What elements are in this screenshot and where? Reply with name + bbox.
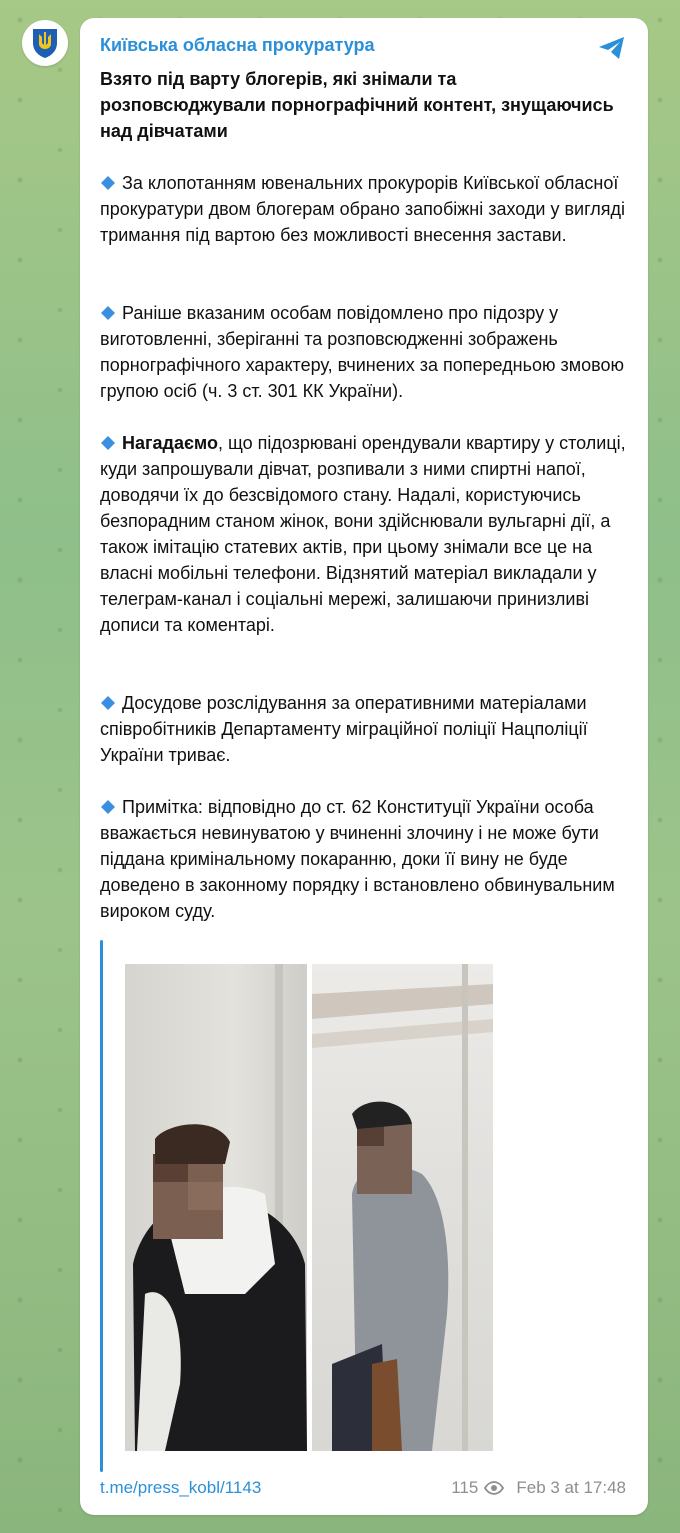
link-preview-bar: [100, 940, 103, 1472]
blue-diamond-icon: [100, 305, 116, 321]
bold-reminder: Нагадаємо: [122, 433, 218, 453]
photo-standing-suspect[interactable]: [312, 964, 493, 1451]
blue-diamond-icon: [100, 695, 116, 711]
paragraph-2: Раніше вказаним особам повідомлено про підозру у виготовленні, зберіганні та розповсюдженні зображень порнографічного характеру, вчинених за попередньою змовою групою осіб (ч. 3 ст. 301 КК України).: [100, 303, 624, 401]
eye-icon: [484, 1481, 504, 1495]
blue-diamond-icon: [100, 175, 116, 191]
blue-diamond-icon: [100, 435, 116, 451]
post-link[interactable]: t.me/press_kobl/1143: [100, 1478, 262, 1497]
photo-seated-suspect[interactable]: [125, 964, 307, 1451]
paragraph-1: За клопотанням ювенальних прокурорів Київської обласної прокуратури двом блогерам обрано запобіжні заходи у вигляді тримання під вартою без можливості внесення застави.: [100, 173, 626, 245]
paragraph-5: Примітка: відповідно до ст. 62 Конституції України особа вважається невинуватою у вчиненні злочину і не може бути піддана кримінальному покаранню, доки її вину не буде доведено в законному порядку і встановлено обвинувальним вироком суду.: [100, 797, 615, 921]
channel-name[interactable]: Київська обласна прокуратура: [100, 35, 375, 55]
paragraph-4: Досудове розслідування за оперативними матеріалами співробітників Департаменту міграційної поліції Нацполіції України триває.: [100, 693, 588, 765]
post-date: Feb 3 at 17:48: [516, 1478, 626, 1497]
blue-diamond-icon: [100, 799, 116, 815]
coat-of-arms-icon: [28, 26, 62, 60]
post-title: Взято під варту блогерів, які знімали та розповсюджували порнографічний контент, знущаючись над дівчатами: [100, 69, 614, 141]
paragraph-3: Нагадаємо, що підозрювані орендували квартиру у столиці, куди запрошували дівчат, розпивали з ними спиртні напої, доводячи їх до безсвідомого стану. Надалі, користуючись безпорадним станом жінок, вони здійснювали вульгарні дії, а також імітацію статевих актів, при цьому знімали все це на власні мобільні телефони. Відзнятий матеріал викладали у телеграм-канал і соціальні мережі, залишаючи принизливі дописи та коментарі.: [100, 433, 626, 635]
channel-avatar[interactable]: [22, 20, 68, 66]
post-meta: [451, 1478, 626, 1498]
telegram-plane-icon[interactable]: [596, 32, 628, 64]
view-count: 115: [451, 1478, 479, 1497]
message-card: [80, 18, 648, 1515]
